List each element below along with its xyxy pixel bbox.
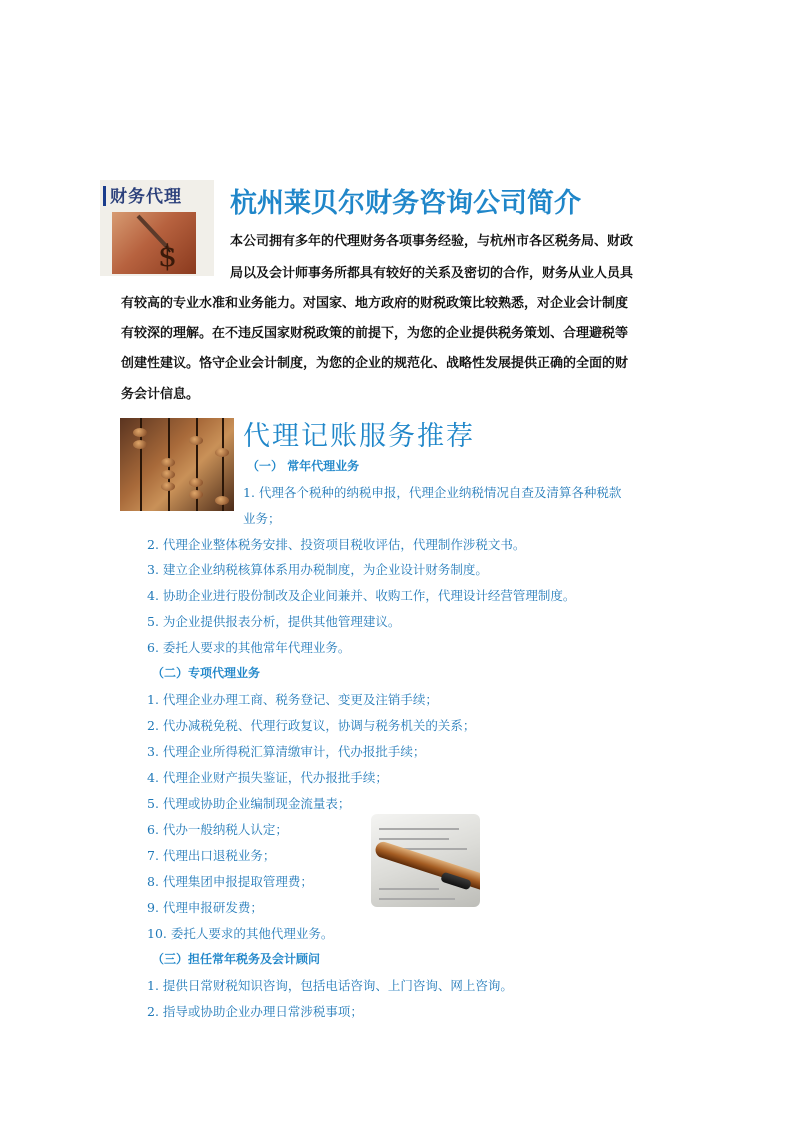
intro-line: 有较深的理解。在不违反国家财税政策的前提下，为您的企业提供税务策划、合理避税等 — [121, 326, 629, 341]
list-item: 4. 协助企业进行股份制改及企业间兼并、收购工作，代理设计经营管理制度。 — [147, 588, 576, 603]
section-heading: （二）专项代理业务 — [152, 666, 261, 680]
list-item: 2. 代办减税免税、代理行政复议，协调与税务机关的关系； — [147, 718, 476, 733]
intro-line: 有较高的专业水准和业务能力。对国家、地方政府的财税政策比较熟悉，对企业会计制度 — [121, 296, 629, 311]
list-item: 9. 代理申报研发费； — [147, 900, 263, 915]
intro-line: 创建性建议。恪守企业会计制度，为您的企业的规范化、战略性发展提供正确的全面的财 — [121, 356, 629, 371]
list-item: 5. 为企业提供报表分析，提供其他管理建议。 — [147, 614, 401, 629]
list-item: 2. 代理企业整体税务安排、投资项目税收评估，代理制作涉税文书。 — [147, 537, 526, 552]
list-item: 3. 建立企业纳税核算体系用办税制度，为企业设计财务制度。 — [147, 562, 488, 577]
services-title: 代理记账服务推荐 — [243, 421, 475, 452]
list-item: 业务； — [243, 511, 281, 526]
list-item: 7. 代理出口退税业务； — [147, 848, 276, 863]
fountain-pen-photo — [371, 814, 480, 907]
list-item: 8. 代理集团申报提取管理费； — [147, 874, 313, 889]
pen-dollar-photo — [112, 212, 196, 274]
badge-accent-bar — [103, 186, 106, 206]
list-item: 6. 代办一般纳税人认定； — [147, 822, 288, 837]
intro-line: 本公司拥有多年的代理财务各项事务经验，与杭州市各区税务局、财政 — [230, 234, 634, 249]
svg-text:$: $ — [158, 239, 178, 274]
list-item: 10. 委托人要求的其他代理业务。 — [147, 926, 334, 941]
list-item: 5. 代理或协助企业编制现金流量表； — [147, 796, 351, 811]
list-item: 2. 指导或协助企业办理日常涉税事项； — [147, 1004, 363, 1019]
list-item: 1. 提供日常财税知识咨询，包括电话咨询、上门咨询、网上咨询。 — [147, 978, 513, 993]
list-item: 3. 代理企业所得税汇算清缴审计，代办报批手续； — [147, 744, 426, 759]
intro-line: 局以及会计师事务所都具有较好的关系及密切的合作，财务从业人员具 — [230, 266, 634, 281]
financial-agency-badge-image — [100, 180, 214, 276]
section-heading: （一） 常年代理业务 — [247, 459, 360, 473]
list-item: 6. 委托人要求的其他常年代理业务。 — [147, 640, 351, 655]
section-heading: （三）担任常年税务及会计顾问 — [152, 952, 321, 966]
badge-label: 财务代理 — [110, 187, 182, 207]
company-intro-title: 杭州莱贝尔财务咨询公司简介 — [230, 188, 581, 219]
list-item: 1. 代理企业办理工商、税务登记、变更及注销手续； — [147, 692, 438, 707]
list-item: 4. 代理企业财产损失鉴证，代办报批手续； — [147, 770, 388, 785]
list-item: 1. 代理各个税种的纳税申报，代理企业纳税情况自查及清算各种税款 — [243, 485, 622, 500]
intro-line: 务会计信息。 — [121, 387, 200, 402]
abacus-photo — [120, 418, 234, 511]
dollar-sign-icon — [112, 212, 196, 274]
